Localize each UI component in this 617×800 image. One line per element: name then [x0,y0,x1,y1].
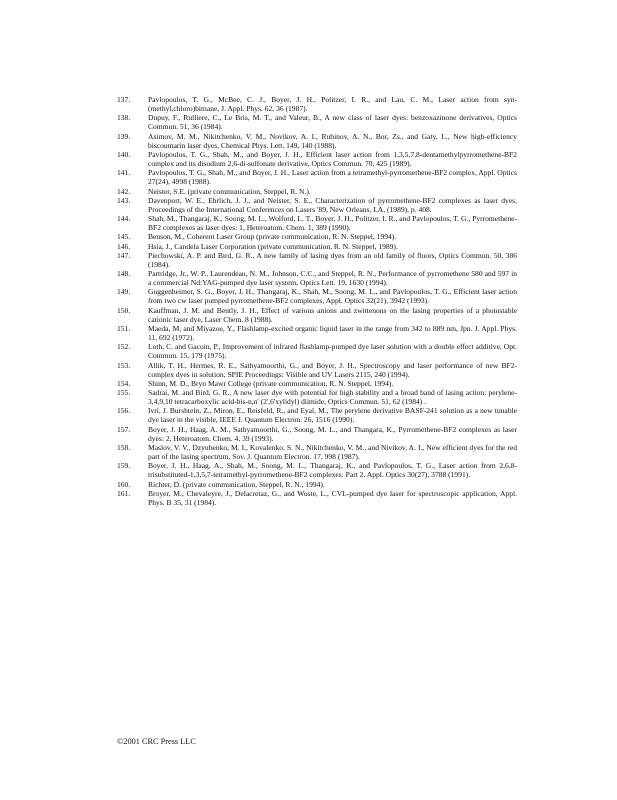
reference-155 [117,388,517,406]
reference-151 [117,324,517,342]
reference-text: Pavlopoulos, T. G., Shah, M., and Boyer, J. H., Laser action from a tetramethyl-pyrromethene-BF2 complex, Appl. Optics 27(24), 4998 (1988). [148,168,517,187]
reference-text: Broyer, M., Chevaleyre, J., Delacretaz, G., and Woste, L., CVL-pumped dye laser for spectroscopic application, Appl. Phys. B 35, 31 (1984). [148,488,517,507]
reference-text: Hsia, J., Candela Laser Corporation (private communication, R. N. Steppel, 1989). [148,241,398,251]
reference-number: 145. [117,232,131,242]
reference-number: 139. [117,131,131,141]
reference-number: 151. [117,323,131,333]
reference-text: Shah, M., Thangaraj, K., Soong, M. L., Wolford, L. T., Boyer, J. H., Politzer, I. R., and Pavlopoulos, T. G., Pyrromethene-BF2 complexes as laser dyes: 1, Heteroatom. Chem. 1, 389 (1990). [148,214,517,233]
reference-number: 141. [117,168,131,178]
reference-number: 158. [117,442,131,452]
reference-number: 156. [117,406,131,416]
reference-147 [117,251,517,269]
reference-158 [117,443,517,461]
reference-145 [117,232,517,241]
reference-text: Allik, T. H., Hermes, R. E., Sathyamoorthi, G., and Boyer, J. H., Spectroscopy and laser performance of new BF2-complex dyes in solution, SPIE Proceedings: Visible and UV Lasers 2115, 240 (1994). [148,360,517,379]
reference-number: 150. [117,305,131,315]
reference-149 [117,287,517,305]
reference-number: 146. [117,241,131,251]
reference-text: Asimov, M. M., Nikitchenko, V. M., Novikov, A. I., Rubinov, A. N., Bor, Zs., and Gaty, L., New high-efficiency biscoumarin laser dyes, Chemical Phys. Lett. 149, 140 (1988). [148,131,517,150]
reference-number: 138. [117,113,131,123]
reference-146 [117,242,517,251]
reference-number: 143. [117,195,131,205]
reference-text: Neister, S.E. (private communication, Steppel, R. N.). [148,186,311,196]
reference-number: 140. [117,149,131,159]
reference-number: 153. [117,360,131,370]
reference-number: 157. [117,424,131,434]
reference-number: 147. [117,250,131,260]
reference-text: Benson, M., Coherent Laser Group (private communication, R. N. Steppel, 1994). [148,232,397,242]
reference-text: Boyer, J. H., Haag, A. M., Sathyamoorthi, G., Soong, M. L., and Thangara, K., Pyrromethene-BF2 complexes as laser dyes: 2, Heteroatom. Chem. 4, 39 (1993). [148,424,517,443]
reference-number: 142. [117,186,131,196]
reference-text: Guggenheimer, S. G., Boyer, J. H., Thangaraj, K., Shah, M., Soong, M. L., and Pavlopoulos, T. G., Efficient laser action from two cw laser pumped pyrromethene-BF2 complexes, Appl. Optics 32(21), 3942 (1993). [148,287,517,306]
reference-number: 159. [117,461,131,471]
reference-148 [117,269,517,287]
reference-153 [117,361,517,379]
reference-137 [117,95,517,113]
reference-text: Partridge, Jr., W. P., Laurendeau, N. M., Johnson, C.C., and Steppel, R. N., Performance of pyrromethene 580 and 597 in a commercial Nd:YAG-pumped dye laser system, Optics Lett. 19, 1630 (1994). [148,268,517,288]
reference-139 [117,132,517,150]
reference-161 [117,489,517,507]
reference-160 [117,480,517,489]
reference-number: 148. [117,268,131,278]
reference-text: Ivri, J. Burshtein, Z., Miron, E., Reisfeld, R., and Eyal, M., The perylene derivative BASF-241 solution as a new tunable dye laser in the visible, IEEE J. Quantum Electron. 26, 1516 (1990). [148,406,517,425]
reference-159 [117,461,517,479]
reference-text: Kauffman, J. M. and Bently, J. H., Effect of various anions and zwittenons on the lasing properties of a photostable cationic laser dye, Laser Chem. 8 (1988). [148,305,517,324]
reference-number: 160. [117,479,131,489]
reference-152 [117,342,517,360]
reference-text: Richter, D. (private communication, Steppel, R. N., 1994). [148,479,325,489]
reference-text: Shinn, M. D., Bryn Mawr College (private communication, R. N. Steppel, 1994). [148,378,394,388]
reference-text: Sadrai, M. and Bird, G. R., A new laser dye with potential for high stability and a broad band of lasing action: perylene-3,4,9,10 tetracarboxylic acid-bis-n,n' (2',6'xylidyl) diimide, Optics Commun. 51, 62 (1984) . [148,388,517,407]
reference-number: 161. [117,488,131,498]
reference-157 [117,425,517,443]
reference-150 [117,306,517,324]
reference-text: Maeda, M. and Miyazoe, Y., Flashlamp-excited organic liquid laser in the range from 342 to 889 nm, Jpn. J. Appl. Phys. 11, 692 (1972). [148,323,517,343]
reference-143 [117,196,517,214]
reference-text: Dupuy, F., Rulliere, C., Le Bris, M. T., and Valeur, B., A new class of laser dyes: benzoxazinone derivatives, Optics Commun. 51, 36 (1984). [148,113,517,132]
reference-text: Boyer, J. H., Haag, A., Shah, M., Soong, M. L., Thangaraj, K., and Pavlopoulos, T. G., Laser action from 2,6,8-trisubstituted-1,3,5,7-tetramethyl-pyrromethene-BF2 complexes: Part 2, Appl. Optics 30(27), 3788 (1991). [148,461,517,480]
reference-156 [117,406,517,424]
reference-number: 149. [117,287,131,297]
reference-list [117,95,517,507]
reference-144 [117,214,517,232]
reference-142 [117,187,517,196]
reference-number: 152. [117,342,131,352]
copyright-footer: ©2001 CRC Press LLC [117,737,196,746]
reference-number: 144. [117,214,131,224]
reference-text: Pavlopoulos, T. G., Shah, M., and Boyer, J. H., Efficient laser action from 1,3,5,7,8-dentamethylpyrromethene-BF2 complex and its disodium 2,6-di-sulfonate derivative, Optics Commun. 70, 425 (1989). [148,149,517,169]
reference-number: 155. [117,388,131,397]
reference-text: Loth, C. and Gacoin, P., Improvement of infrared flashlamp-pumped dye laser solution with a double effect additive, Opt. Commun. 15, 179 (1975). [148,342,517,361]
reference-number: 154. [117,378,131,388]
reference-138 [117,113,517,131]
reference-text: Davenport, W. E., Ehrlich, J. J., and Neister, S. E., Characterization of pyrromethene-BF2 complexes as laser dyes, Proceedings of the International Conferences on Lasers '89, New Orleans, LA, (1989), p. 408. [148,195,517,214]
reference-text: Pavlopoulos, T. G., McBee, C. J., Boyer, J. H., Politzer, I. R., and Lau, C. M., Laser action from syn-(methyl,chloro)bimane, J. Appl. Phys. 62, 36 (1987). [148,95,517,114]
reference-text: Piechowski, A. P. and Bird, G. R., A new family of lasing dyes from an old family of fluors, Optics Commun. 50, 386 (1984). [148,250,517,269]
reference-text: Maslov, V. V., Dzyubenko, M. I., Kovalenko, S. N., Nikitchenko, V. M., and Nivikov, A. I., New efficient dyes for the red part of the lasing spectrum, Sov. J. Quantum Electron. 17, 998 (1987). [148,442,517,462]
reference-140 [117,150,517,168]
reference-154 [117,379,517,388]
reference-number: 137. [117,95,131,104]
reference-141 [117,168,517,186]
